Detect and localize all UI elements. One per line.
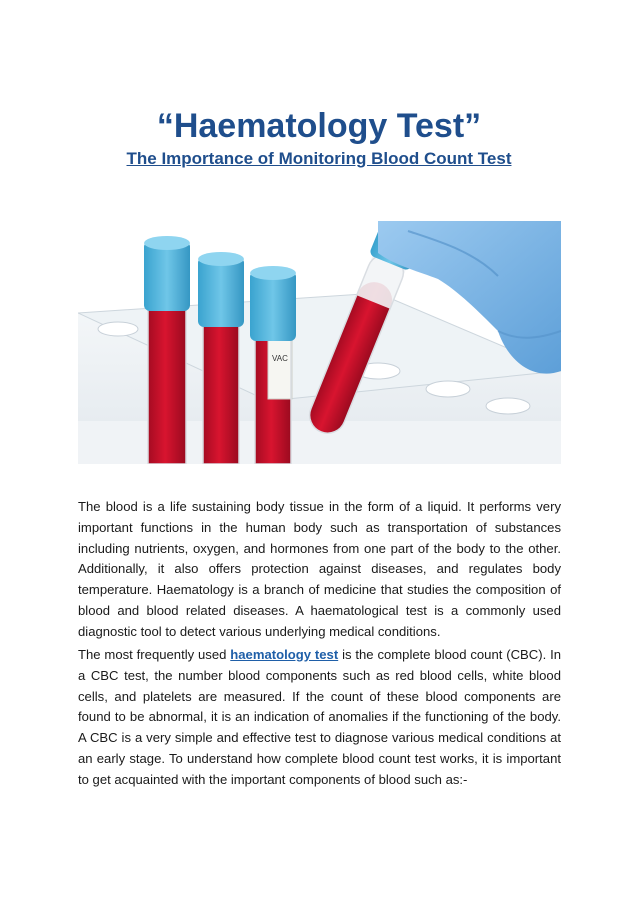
cbc-paragraph <box>78 645 561 791</box>
blood-tubes-photo <box>78 221 561 464</box>
cbc-paragraph-rest: is the complete blood count (CBC). In a CBC test, the number blood components such as red blood cells, white blood cells, and platelets are measured. If the count of these blood components are found to be abnormal, it is an indication of anomalies if the functioning of the body. A CBC is a very simple and effective test to diagnose various medical conditions at an early stage. To understand how complete blood count test works, it is important to get acquainted with the important components of blood such as:- <box>78 647 562 787</box>
haematology-test-link[interactable]: haematology test <box>230 647 339 662</box>
blood-tube-1-icon <box>144 236 190 464</box>
svg-text:VAC: VAC <box>272 354 288 363</box>
blood-tube-2-icon <box>198 252 244 464</box>
intro-paragraph: The blood is a life sustaining body tissue in the form of a liquid. It performs very important functions in the human body such as transportation of substances including nutrients, oxygen, and hormones from one part of the body to the other. Additionally, it also offers protection against diseases, and regulates body temperature. Haematology is a branch of medicine that studies the composition of blood and blood related diseases. A haematological test is a commonly used diagnostic tool to detect various underlying medical conditions. <box>78 499 561 639</box>
blood-tube-3-icon <box>250 266 296 464</box>
document-title: “Haematology Test” <box>156 107 482 145</box>
cbc-paragraph-lead: The most frequently used <box>78 647 231 662</box>
document-subtitle: The Importance of Monitoring Blood Count Test <box>126 149 512 168</box>
